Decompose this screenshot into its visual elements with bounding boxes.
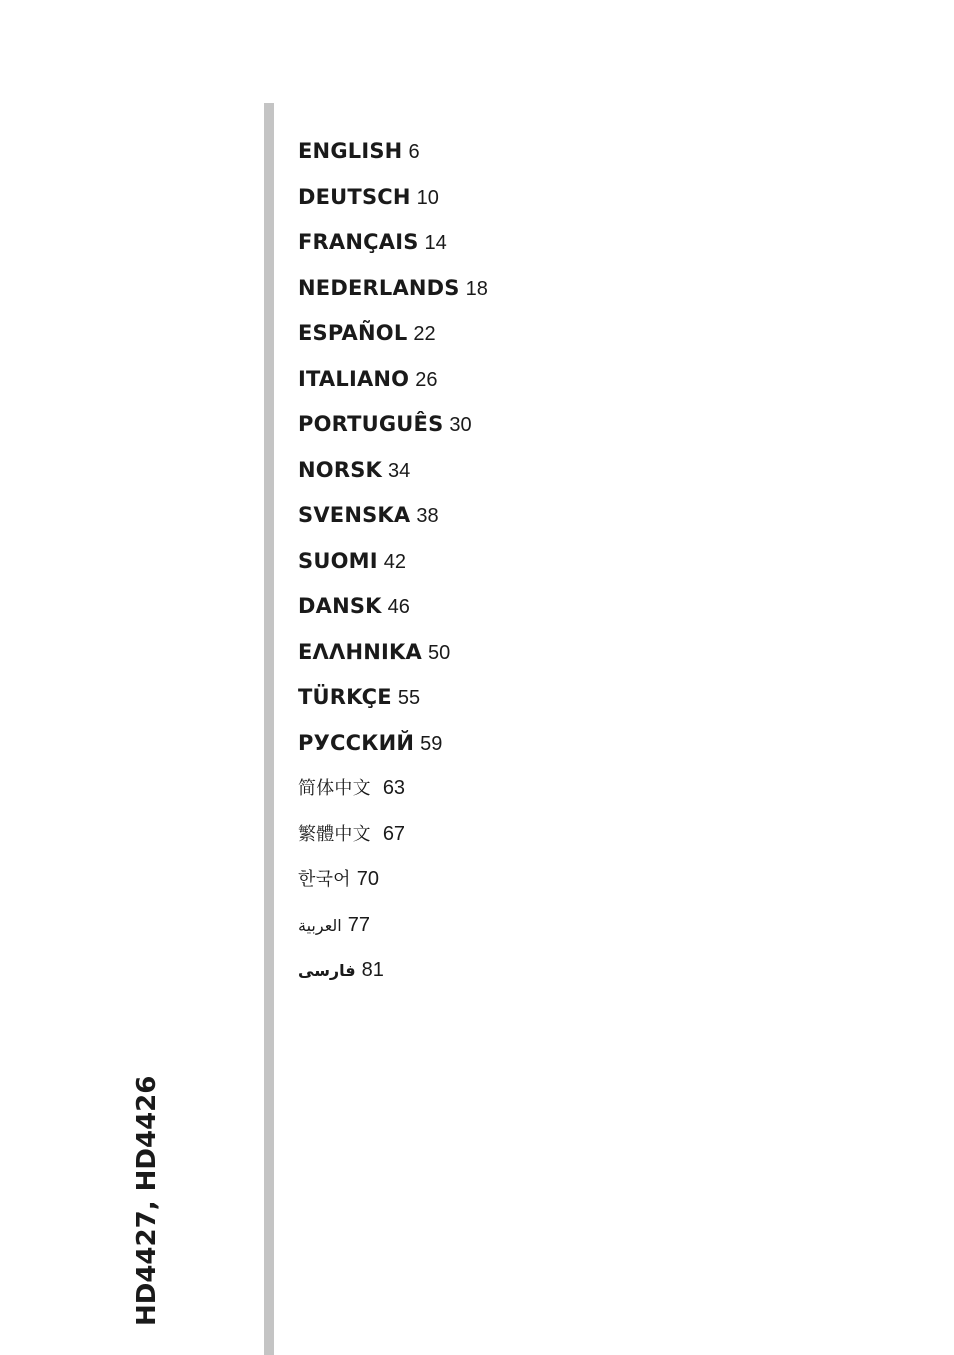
toc-page-number: 77 bbox=[347, 913, 370, 936]
toc-page-number: 81 bbox=[361, 959, 384, 981]
toc-entry-norsk bbox=[298, 455, 488, 501]
toc-entry-korean bbox=[298, 864, 488, 910]
toc-page-number: 55 bbox=[397, 687, 421, 709]
toc-entry-espanol bbox=[298, 318, 488, 364]
toc-page-number: 30 bbox=[449, 414, 472, 436]
toc-language: 繁體中文 bbox=[298, 823, 371, 845]
toc-page-number: 50 bbox=[427, 641, 451, 664]
toc-page-number: 14 bbox=[424, 232, 447, 254]
toc-entry-turkce bbox=[298, 682, 488, 728]
toc-page-number: 18 bbox=[465, 277, 488, 300]
toc-language: TÜRKÇE bbox=[298, 685, 392, 709]
toc-language: فارسی bbox=[298, 961, 356, 980]
language-index bbox=[298, 136, 488, 1001]
toc-language: ITALIANO bbox=[298, 366, 410, 391]
toc-language: РУССКИЙ bbox=[298, 730, 415, 755]
toc-entry-english bbox=[298, 136, 488, 182]
toc-page-number: 26 bbox=[415, 368, 438, 391]
toc-language: NEDERLANDS bbox=[298, 275, 460, 300]
toc-entry-nederlands bbox=[298, 273, 488, 319]
toc-language: DEUTSCH bbox=[298, 184, 411, 209]
toc-entry-italiano bbox=[298, 364, 488, 410]
toc-entry-dansk bbox=[298, 591, 488, 637]
toc-language: FRANÇAIS bbox=[298, 230, 419, 254]
toc-entry-simplified-chinese bbox=[298, 773, 488, 819]
toc-language: ESPAÑOL bbox=[298, 321, 408, 345]
toc-entry-farsi bbox=[298, 955, 488, 1001]
toc-language: العربية bbox=[298, 915, 342, 935]
toc-language: SUOMI bbox=[298, 548, 378, 573]
toc-language: ENGLISH bbox=[298, 139, 403, 163]
toc-language: SVENSKA bbox=[298, 503, 411, 527]
toc-entry-portugues bbox=[298, 409, 488, 455]
toc-page-number: 22 bbox=[413, 323, 436, 345]
toc-entry-svenska bbox=[298, 500, 488, 546]
toc-entry-greek bbox=[298, 637, 488, 683]
toc-language: PORTUGUÊS bbox=[298, 412, 444, 436]
toc-page-number: 38 bbox=[416, 505, 439, 527]
toc-page-number: 42 bbox=[383, 550, 406, 573]
vertical-rule bbox=[264, 103, 274, 1355]
toc-page-number: 67 bbox=[382, 822, 406, 845]
toc-entry-russian bbox=[298, 728, 488, 774]
toc-page-number: 59 bbox=[420, 732, 443, 755]
toc-page-number: 10 bbox=[416, 186, 439, 209]
toc-entry-traditional-chinese bbox=[298, 819, 488, 865]
toc-page-number: 6 bbox=[408, 141, 420, 163]
toc-language: 한국어 bbox=[298, 869, 351, 890]
toc-page-number: 63 bbox=[382, 777, 406, 799]
toc-entry-suomi bbox=[298, 546, 488, 592]
toc-language: ΕΛΛΗΝΙΚΑ bbox=[298, 639, 422, 664]
toc-entry-francais bbox=[298, 227, 488, 273]
toc-language: 简体中文 bbox=[298, 778, 371, 799]
toc-language: NORSK bbox=[298, 457, 382, 482]
toc-entry-arabic bbox=[298, 910, 488, 956]
toc-page-number: 46 bbox=[387, 596, 410, 618]
toc-language: DANSK bbox=[298, 594, 382, 618]
toc-page-number: 34 bbox=[388, 459, 411, 482]
model-number: HD4427, HD4426 bbox=[132, 1075, 162, 1326]
toc-entry-deutsch bbox=[298, 182, 488, 228]
toc-page-number: 70 bbox=[356, 868, 380, 890]
